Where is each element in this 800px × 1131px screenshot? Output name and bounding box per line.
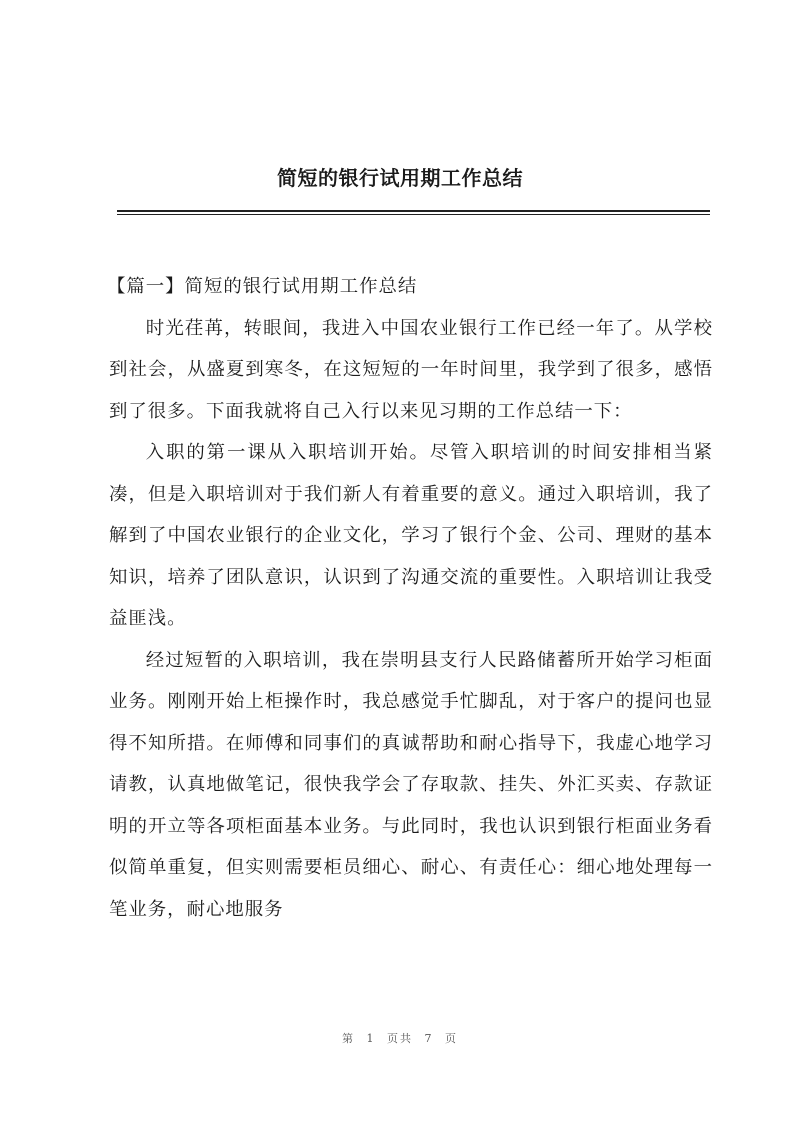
page-middle: 页共 <box>387 1032 413 1045</box>
title-divider <box>117 210 710 215</box>
page-current: 1 <box>366 1032 376 1045</box>
page-total: 7 <box>424 1032 434 1045</box>
paragraph-3: 经过短暂的入职培训，我在崇明县支行人民路储蓄所开始学习柜面业务。刚刚开始上柜操作时，我总感觉手忙脚乱，对于客户的提问也显得不知所措。在师傅和同事们的真诚帮助和耐心指导下，我虚心地学习请教，认真地做笔记，很快我学会了存取款、挂失、外汇买卖、存款证明的开立等各项柜面基本业务。与此同时，我也认识到银行柜面业务看似简单重复，但实则需要柜员细心、耐心、有责任心：细心地处理每一笔业务，耐心地服务 <box>109 649 713 920</box>
document-title: 简短的银行试用期工作总结 <box>277 166 523 190</box>
document-body <box>109 266 713 930</box>
paragraph-1: 时光荏苒，转眼间，我进入中国农业银行工作已经一年了。从学校到社会，从盛夏到寒冬，在这短短的一年时间里，我学到了很多，感悟到了很多。下面我就将自己入行以来见习期的工作总结一下： <box>109 317 713 422</box>
page-prefix: 第 <box>342 1032 355 1045</box>
page-footer <box>0 1030 800 1046</box>
paragraph-2: 入职的第一课从入职培训开始。尽管入职培训的时间安排相当紧凑，但是入职培训对于我们新人有着重要的意义。通过入职培训，我了解到了中国农业银行的企业文化，学习了银行个金、公司、理财的基本知识，培养了团队意识，认识到了沟通交流的重要性。入职培训让我受益匪浅。 <box>109 442 713 629</box>
section-heading: 【篇一】简短的银行试用期工作总结 <box>107 276 418 297</box>
page-suffix: 页 <box>445 1032 458 1045</box>
